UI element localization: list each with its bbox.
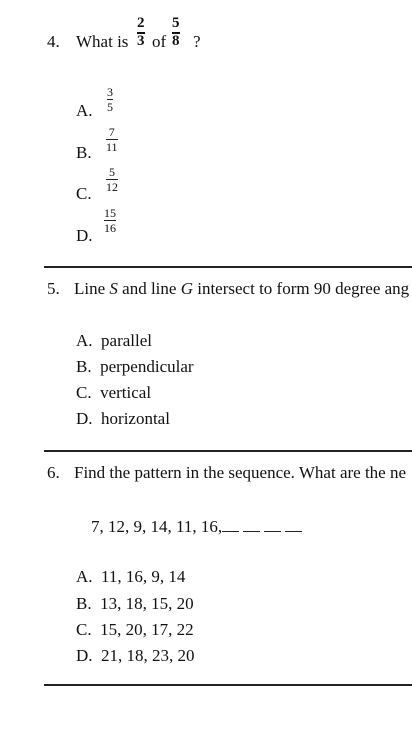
option-letter: B. bbox=[76, 594, 92, 613]
option-letter: A. bbox=[76, 331, 93, 350]
question-6-sequence bbox=[91, 517, 306, 537]
q5-option-d[interactable] bbox=[76, 409, 170, 429]
answer-blank[interactable] bbox=[285, 517, 302, 532]
fraction-numerator: 5 bbox=[172, 15, 180, 31]
question-4-fraction-2 bbox=[172, 16, 180, 49]
fraction-numerator: 15 bbox=[104, 206, 116, 220]
fraction-denominator: 3 bbox=[137, 33, 145, 49]
fraction-numerator: 5 bbox=[109, 165, 115, 179]
option-text: 15, 20, 17, 22 bbox=[100, 620, 194, 639]
option-letter: A. bbox=[76, 567, 93, 586]
option-letter: D. bbox=[76, 646, 93, 665]
option-letter: C. bbox=[76, 383, 92, 402]
answer-blank[interactable] bbox=[222, 517, 239, 532]
question-4-number: 4. bbox=[47, 32, 60, 51]
option-text: 11, 16, 9, 14 bbox=[101, 567, 186, 586]
fraction-denominator: 5 bbox=[107, 100, 113, 114]
question-6-number: 6. bbox=[47, 463, 60, 482]
question-5-text bbox=[74, 279, 409, 299]
q4-option-c-fraction[interactable] bbox=[106, 166, 118, 193]
question-5-number: 5. bbox=[47, 279, 60, 298]
option-text: parallel bbox=[101, 331, 152, 350]
question-4-question-mark: ? bbox=[193, 32, 201, 51]
option-text: vertical bbox=[100, 383, 152, 402]
question-5-var-s: S bbox=[109, 279, 118, 298]
q4-option-b-letter: B. bbox=[76, 143, 92, 162]
q5-option-a[interactable] bbox=[76, 331, 152, 351]
answer-blank[interactable] bbox=[243, 517, 260, 532]
question-5-text-c: intersect to form 90 degree ang bbox=[197, 279, 410, 298]
q6-option-c[interactable] bbox=[76, 620, 194, 640]
fraction-denominator: 11 bbox=[106, 140, 118, 154]
option-text: horizontal bbox=[101, 409, 170, 428]
option-letter: B. bbox=[76, 357, 92, 376]
q4-option-d-fraction[interactable] bbox=[104, 207, 116, 234]
fraction-numerator: 3 bbox=[107, 85, 113, 99]
q4-option-d-letter: D. bbox=[76, 226, 93, 245]
option-letter: C. bbox=[76, 620, 92, 639]
fraction-numerator: 7 bbox=[108, 125, 115, 139]
option-letter: D. bbox=[76, 409, 93, 428]
q6-option-d[interactable] bbox=[76, 646, 195, 666]
section-divider bbox=[44, 684, 412, 686]
question-5-text-b: and line bbox=[122, 279, 177, 298]
q6-option-b[interactable] bbox=[76, 594, 194, 614]
q4-option-b-fraction[interactable] bbox=[106, 126, 118, 153]
section-divider bbox=[44, 266, 412, 268]
question-5-text-a: Line bbox=[74, 279, 106, 298]
question-4-text: What is bbox=[76, 32, 129, 51]
option-text: 13, 18, 15, 20 bbox=[100, 594, 194, 613]
answer-blank[interactable] bbox=[264, 517, 281, 532]
q4-option-c-letter: C. bbox=[76, 184, 92, 203]
option-text: 21, 18, 23, 20 bbox=[101, 646, 195, 665]
q5-option-b[interactable] bbox=[76, 357, 194, 377]
question-4-of: of bbox=[152, 32, 167, 51]
question-5-var-g: G bbox=[180, 279, 193, 298]
section-divider bbox=[44, 450, 412, 452]
fraction-denominator: 12 bbox=[106, 180, 118, 194]
question-6-text: Find the pattern in the sequence. What are the ne bbox=[74, 463, 407, 482]
fraction-denominator: 8 bbox=[172, 33, 180, 49]
q4-option-a-letter: A. bbox=[76, 101, 93, 120]
fraction-numerator: 2 bbox=[137, 15, 145, 31]
q6-option-a[interactable] bbox=[76, 567, 185, 587]
question-4-fraction-1 bbox=[137, 16, 145, 49]
q5-option-c[interactable] bbox=[76, 383, 151, 403]
sequence-values: 7, 12, 9, 14, 11, 16, bbox=[91, 517, 223, 536]
fraction-denominator: 16 bbox=[104, 221, 116, 235]
option-text: perpendicular bbox=[100, 357, 194, 376]
q4-option-a-fraction[interactable] bbox=[107, 86, 113, 113]
